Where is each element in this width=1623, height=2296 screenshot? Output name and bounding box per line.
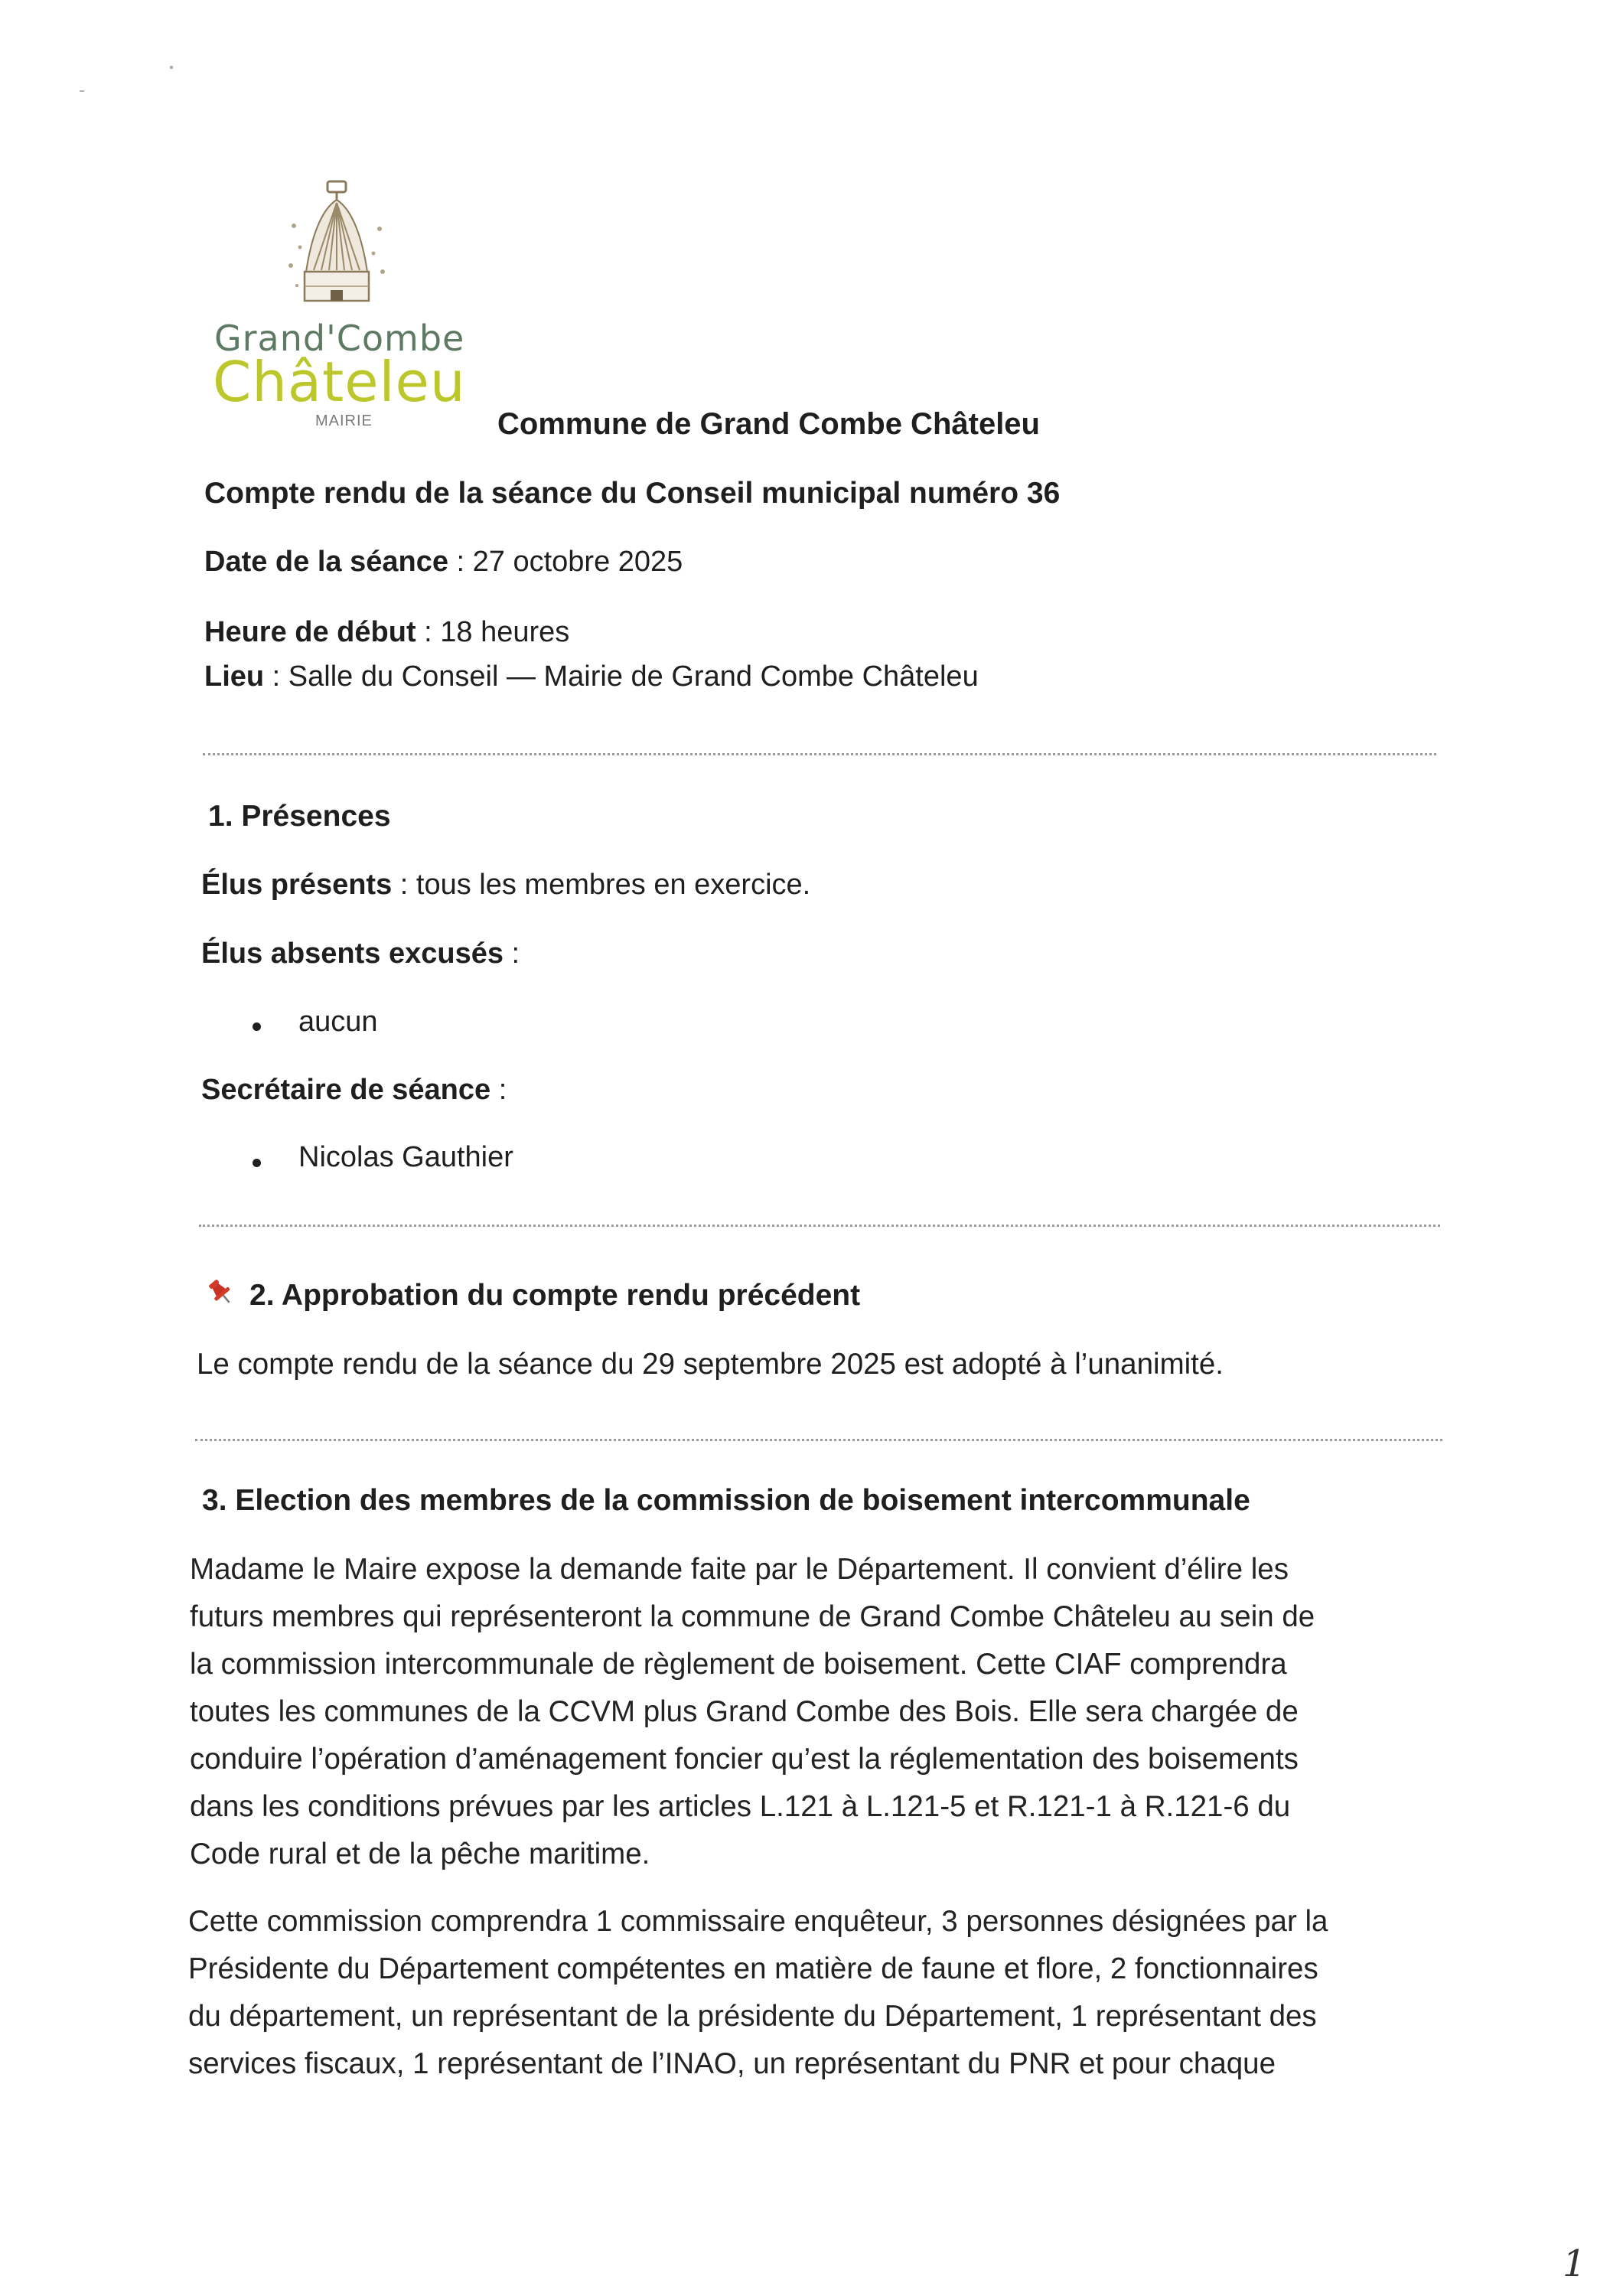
absent-item: aucun <box>298 1006 378 1038</box>
paragraph-line: Madame le Maire expose la demande faite par le Département. Il convient d’élire les <box>190 1553 1289 1586</box>
secretary <box>201 1073 507 1108</box>
divider <box>203 753 1436 755</box>
secretary-label: Secrétaire de séance <box>201 1074 491 1106</box>
present-members <box>201 868 810 903</box>
session-place-label: Lieu <box>204 660 265 693</box>
present-label: Élus présents <box>201 869 393 901</box>
bullet <box>253 1022 261 1031</box>
paragraph-line: services fiscaux, 1 représentant de l’INAO, un représentant du PNR et pour chaque <box>188 2047 1276 2080</box>
absent-members <box>201 937 520 972</box>
logo-name-line1: Grand'Combe <box>214 318 465 359</box>
logo-subtitle: MAIRIE <box>315 413 373 429</box>
paragraph-line: conduire l’opération d’aménagement foncier qu’est la réglementation des boisements <box>190 1743 1299 1776</box>
start-time <box>204 615 569 651</box>
paragraph-line: toutes les communes de la CCVM plus Grand Combe des Bois. Elle sera chargée de <box>190 1695 1299 1728</box>
session-date-label: Date de la séance <box>204 546 448 578</box>
absent-suffix: : <box>504 938 520 970</box>
paragraph-line: la commission intercommunale de règlement de boisement. Cette CIAF comprendra <box>190 1648 1287 1681</box>
session-place <box>204 660 979 695</box>
session-place-value: : Salle du Conseil — Mairie de Grand Combe Châteleu <box>264 660 979 693</box>
bullet <box>253 1159 261 1167</box>
section1-title: 1. Présences <box>208 800 391 833</box>
start-time-label: Heure de début <box>204 616 416 648</box>
logo-name-line2: Châteleu <box>213 350 466 414</box>
pushpin-icon <box>205 1277 236 1307</box>
present-value: : tous les membres en exercice. <box>392 869 811 901</box>
section2-title: 2. Approbation du compte rendu précédent <box>249 1279 861 1312</box>
secretary-item: Nicolas Gauthier <box>298 1141 513 1173</box>
paragraph-line: Code rural et de la pêche maritime. <box>190 1838 650 1870</box>
scan-speck <box>170 66 173 69</box>
mairie-logo <box>207 180 497 432</box>
secretary-suffix: : <box>490 1074 507 1106</box>
session-date <box>204 545 683 580</box>
divider <box>199 1225 1440 1227</box>
paragraph-line: Cette commission comprendra 1 commissaire enquêteur, 3 personnes désignées par la <box>188 1905 1328 1938</box>
beehive-icon <box>283 180 390 310</box>
absent-label: Élus absents excusés <box>201 938 504 970</box>
start-time-value: : 18 heures <box>416 616 570 648</box>
divider <box>195 1439 1442 1441</box>
session-date-value: : 27 octobre 2025 <box>448 546 683 578</box>
paragraph-line: futurs membres qui représenteront la commune de Grand Combe Châteleu au sein de <box>190 1600 1315 1633</box>
paragraph-line: Présidente du Département compétentes en matière de faune et flore, 2 fonctionnaires <box>188 1952 1318 1985</box>
scan-speck <box>80 90 84 92</box>
section3-paragraph2 <box>188 1898 1443 2088</box>
paragraph-line: du département, un représentant de la présidente du Département, 1 représentant des <box>188 2000 1317 2033</box>
commune-title: Commune de Grand Combe Châteleu <box>497 407 1040 441</box>
section3-paragraph1 <box>190 1546 1445 1878</box>
paragraph-line: dans les conditions prévues par les articles L.121 à L.121-5 et R.121-1 à R.121-6 du <box>190 1790 1291 1823</box>
page-number: 1 <box>1563 2242 1586 2285</box>
section3-title: 3. Election des membres de la commission de boisement intercommunale <box>202 1484 1250 1517</box>
section2-text: Le compte rendu de la séance du 29 septembre 2025 est adopté à l’unanimité. <box>197 1348 1224 1381</box>
report-title: Compte rendu de la séance du Conseil municipal numéro 36 <box>204 477 1061 510</box>
